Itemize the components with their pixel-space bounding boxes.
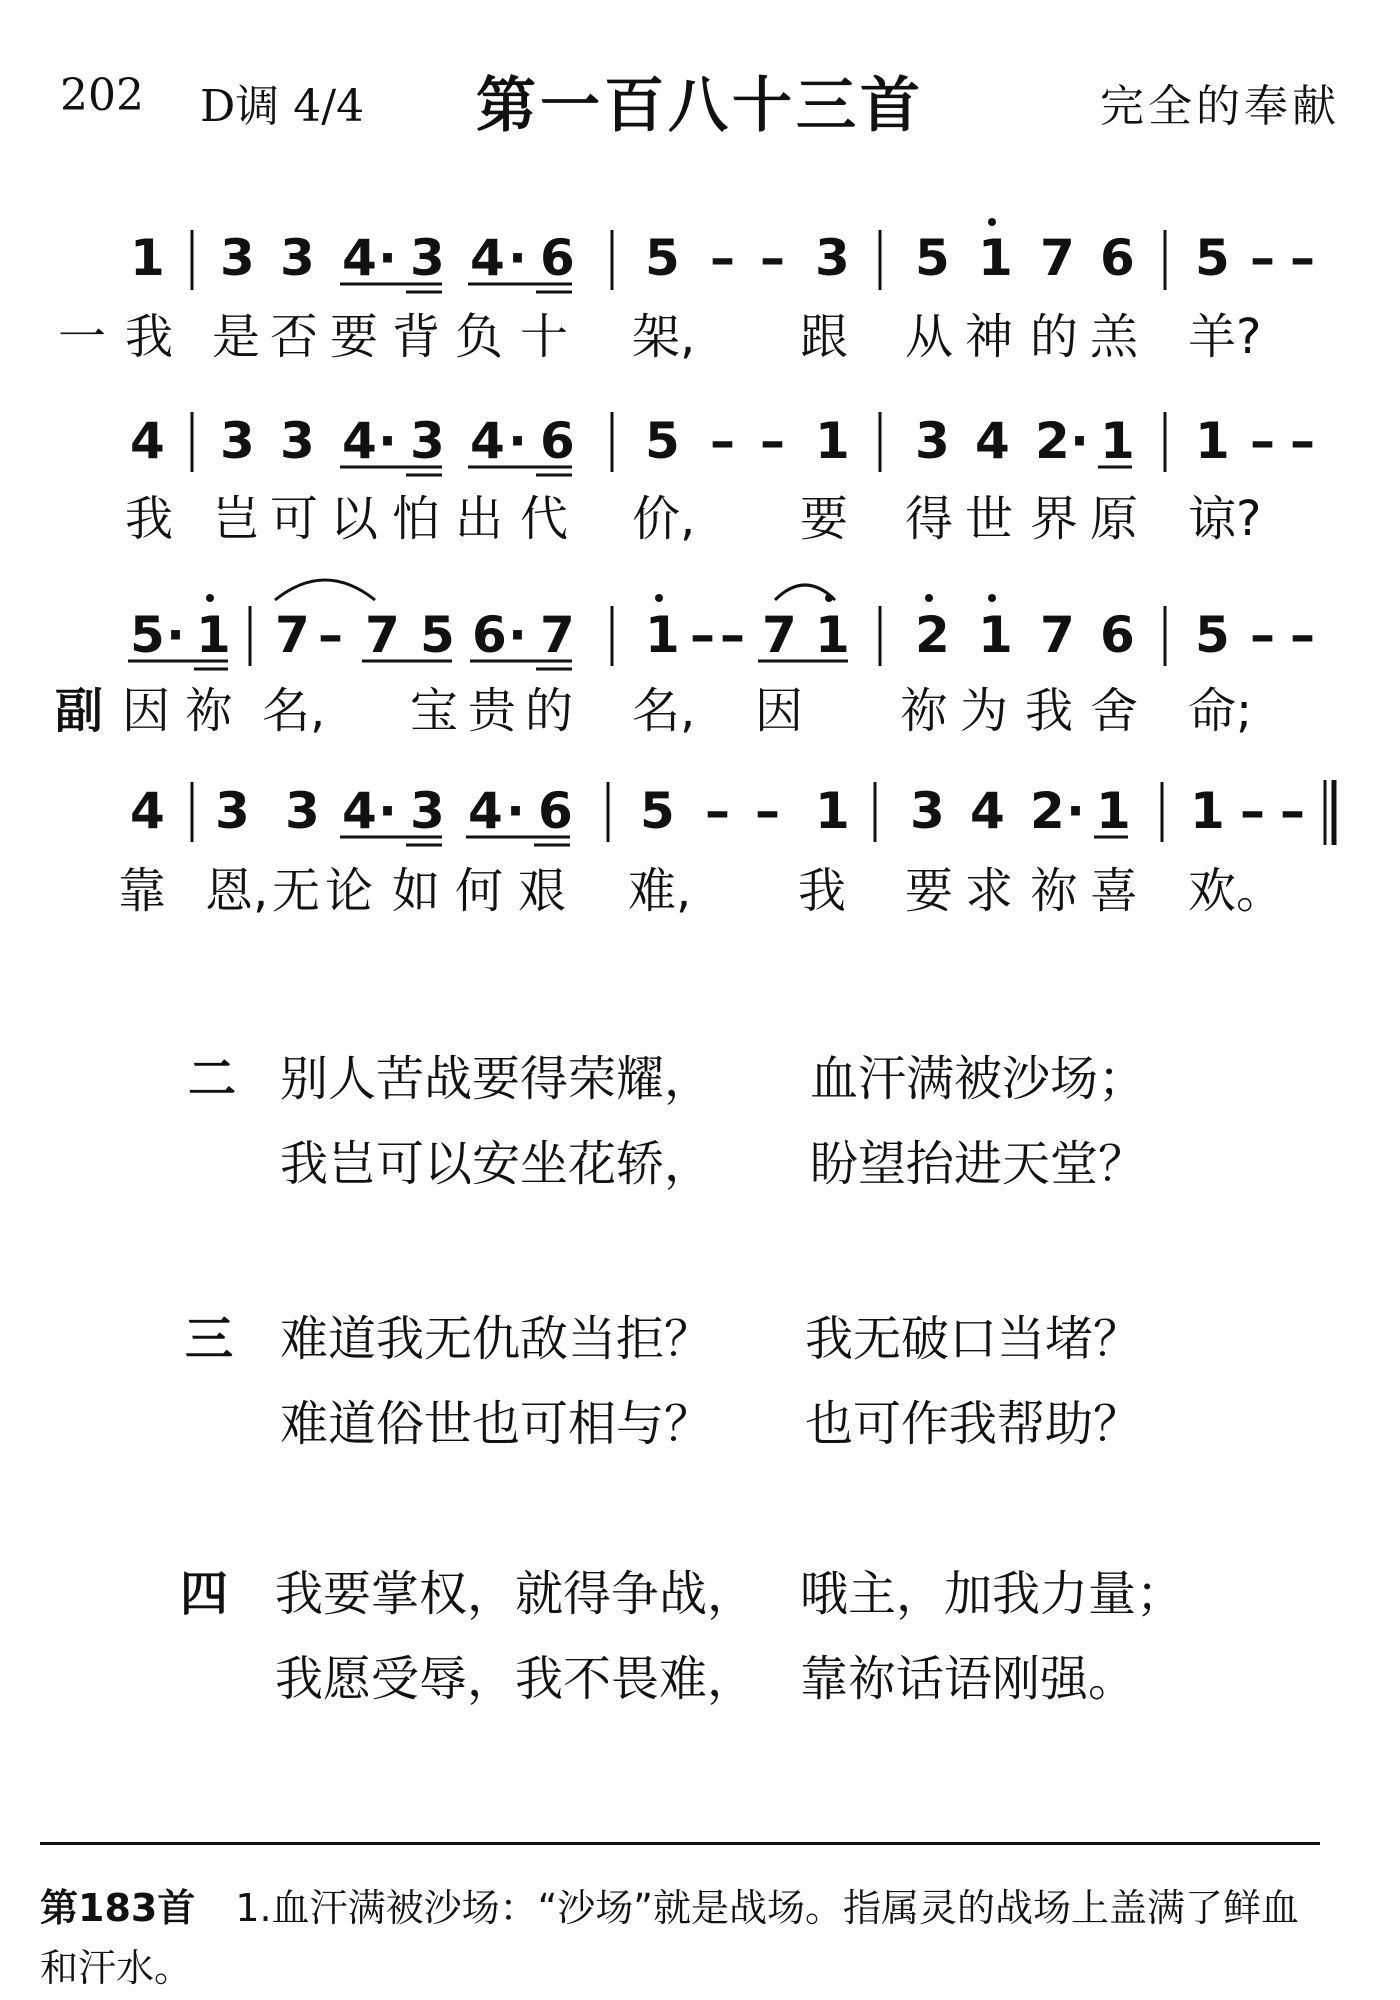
lyrics-line-4 [0, 852, 1400, 932]
note: 4 [468, 782, 503, 840]
lyric: 价, [632, 491, 696, 547]
verse-line: 盼望抬进天堂？ [810, 1136, 1147, 1192]
verse-number: 三 [185, 1311, 234, 1367]
note: 1 [196, 606, 231, 664]
note-dot: · [506, 782, 525, 840]
lyric: 命; [1188, 683, 1253, 739]
verse-number: 一 [58, 309, 107, 365]
dash: – [1250, 606, 1275, 664]
lyric: 祢 [1030, 863, 1079, 919]
lyric: 如 [392, 863, 441, 919]
note: 4 [975, 412, 1010, 470]
dash: – [1250, 412, 1275, 470]
score-line-1 [130, 218, 1315, 292]
note: 6 [1100, 606, 1135, 664]
jianpu-score [0, 0, 1400, 950]
note: 3 [220, 412, 255, 470]
lyric: 贵 [468, 683, 517, 739]
dash: – [318, 606, 343, 664]
verse-line: 血汗满被沙场； [810, 1051, 1147, 1107]
lyric: 艰 [518, 863, 567, 919]
lyric: 名, [262, 683, 326, 739]
high-dot [655, 594, 663, 602]
note: 1 [1195, 412, 1230, 470]
note: 4 [342, 782, 377, 840]
lyric: 的 [525, 683, 574, 739]
note: 3 [215, 782, 250, 840]
lyric: 我 [1025, 683, 1074, 739]
lyric: 岂 [212, 491, 261, 547]
note: 4 [342, 412, 377, 470]
note-dot: · [1066, 782, 1085, 840]
note: 3 [915, 412, 950, 470]
hymn-subtitle: 完全的奉献 [1100, 81, 1340, 132]
note: 6 [1100, 229, 1135, 287]
lyric: 架, [632, 309, 696, 365]
high-dot [988, 594, 996, 602]
dash: – [1290, 229, 1315, 287]
dash: – [760, 229, 785, 287]
note-dot: · [1070, 412, 1089, 470]
dash: – [710, 412, 735, 470]
lyric: 求 [965, 863, 1014, 919]
lyric: 为 [960, 683, 1009, 739]
chorus-marker: 副 [55, 683, 104, 739]
lyric: 代 [520, 491, 569, 547]
lyric: 世 [965, 491, 1014, 547]
lyrics-line-1 [0, 298, 1400, 378]
footnote-label: 第183首 [40, 1886, 196, 1930]
lyric: 我 [125, 491, 174, 547]
note: 1 [1190, 782, 1225, 840]
lyric: 宝 [410, 683, 459, 739]
note: 3 [910, 782, 945, 840]
lyric: 舍 [1090, 683, 1139, 739]
verse-line: 我愿受辱，我不畏难， [275, 1651, 756, 1707]
lyric: 出 [455, 491, 504, 547]
dash: – [1290, 412, 1315, 470]
verse-line: 也可作我帮助？ [805, 1396, 1142, 1452]
lyric: 何 [455, 863, 504, 919]
dash: – [1290, 606, 1315, 664]
score-line-3 [128, 580, 1315, 669]
note: 5 [130, 606, 165, 664]
lyric: 因 [755, 683, 804, 739]
dash: – [755, 782, 780, 840]
dash: – [760, 412, 785, 470]
verse-number: 二 [188, 1051, 237, 1107]
note: 1 [815, 782, 850, 840]
verse-number: 四 [180, 1566, 229, 1622]
lyric: 是 [212, 309, 261, 365]
note: 4 [342, 229, 377, 287]
note-dot: · [378, 229, 397, 287]
lyric: 祢 [900, 683, 949, 739]
note: 6 [472, 606, 507, 664]
dash: – [1280, 782, 1305, 840]
score-line-2 [130, 412, 1315, 475]
dash: – [705, 782, 730, 840]
note: 1 [645, 606, 680, 664]
footnote-text: 1.血汗满被沙场：“沙场”就是战场。指属灵的战场上盖满了鲜血和汗水。 [40, 1886, 1299, 1990]
note-dot: · [508, 412, 527, 470]
note: 7 [275, 606, 310, 664]
lyric: 负 [455, 309, 504, 365]
lyric: 要 [800, 491, 849, 547]
verse-line: 难道我无仇敌当拒？ [280, 1311, 713, 1367]
lyric: 要 [330, 309, 379, 365]
note: 1 [978, 606, 1013, 664]
lyric: 背 [392, 309, 441, 365]
note: 5 [640, 782, 675, 840]
note: 3 [220, 229, 255, 287]
note: 1 [815, 412, 850, 470]
lyric: 难, [628, 863, 692, 919]
note: 3 [285, 782, 320, 840]
verse-line: 难道俗世也可相与？ [280, 1396, 713, 1452]
note-dot: · [378, 782, 397, 840]
note: 3 [815, 229, 850, 287]
lyric: 论 [325, 863, 374, 919]
verse-line: 哦主，加我力量； [800, 1566, 1185, 1622]
note: 7 [762, 606, 797, 664]
note-dot: · [508, 229, 527, 287]
verse-line: 靠祢话语刚强。 [800, 1651, 1137, 1707]
tie [275, 580, 375, 600]
dash: – [720, 606, 745, 664]
note: 3 [410, 782, 445, 840]
note-dot: · [166, 606, 185, 664]
lyric: 恩, [205, 863, 269, 919]
note: 4 [470, 229, 505, 287]
note: 7 [365, 606, 400, 664]
hymn-title: 第一百八十三首 [476, 71, 924, 141]
note: 6 [540, 412, 575, 470]
lyric: 靠 [118, 863, 167, 919]
note: 1 [1100, 412, 1135, 470]
verse-line: 我无破口当堵？ [805, 1311, 1142, 1367]
lyric: 从 [905, 309, 954, 365]
high-dot [988, 218, 996, 226]
note: 4 [130, 412, 165, 470]
footnote-divider [40, 1842, 1320, 1845]
key-time-signature: D调 4/4 [200, 81, 365, 132]
dash: – [690, 606, 715, 664]
lyric: 跟 [800, 309, 849, 365]
dash: – [1250, 229, 1275, 287]
note: 5 [645, 412, 680, 470]
lyric: 羊? [1188, 309, 1262, 365]
score-line-4 [130, 780, 1334, 845]
lyrics-line-3 [0, 672, 1400, 752]
lyric: 原 [1090, 491, 1139, 547]
lyric: 得 [905, 491, 954, 547]
note: 5 [1195, 606, 1230, 664]
page-number: 202 [60, 70, 144, 121]
note: 2 [915, 606, 950, 664]
note: 7 [540, 606, 575, 664]
note: 4 [130, 782, 165, 840]
note: 6 [538, 782, 573, 840]
verse-line: 我岂可以安坐花轿， [280, 1136, 713, 1192]
lyric: 十 [520, 309, 569, 365]
note: 3 [280, 229, 315, 287]
lyric: 怕 [392, 491, 441, 547]
lyric: 因 [122, 683, 171, 739]
lyric: 界 [1030, 491, 1079, 547]
lyric: 我 [125, 309, 174, 365]
dash: – [710, 229, 735, 287]
lyric: 神 [965, 309, 1014, 365]
note: 7 [1040, 606, 1075, 664]
note: 1 [130, 229, 165, 287]
note-dot: · [508, 606, 527, 664]
note: 2 [1030, 782, 1065, 840]
lyric: 的 [1030, 309, 1079, 365]
note: 3 [410, 229, 445, 287]
lyric: 我 [798, 863, 847, 919]
note: 5 [1195, 229, 1230, 287]
note: 5 [420, 606, 455, 664]
verse-line: 别人苦战要得荣耀， [280, 1051, 713, 1107]
lyric: 可 [270, 491, 319, 547]
note: 3 [410, 412, 445, 470]
lyric: 无 [272, 863, 321, 919]
note: 6 [540, 229, 575, 287]
note: 4 [470, 412, 505, 470]
note: 2 [1035, 412, 1070, 470]
lyric: 欢。 [1188, 863, 1285, 919]
lyric: 否 [270, 309, 319, 365]
note: 4 [970, 782, 1005, 840]
footnote [40, 1878, 1330, 1998]
note: 5 [915, 229, 950, 287]
lyric: 以 [330, 491, 379, 547]
note: 1 [978, 229, 1013, 287]
verse-line: 我要掌权，就得争战， [275, 1566, 756, 1622]
note-dot: · [378, 412, 397, 470]
note: 1 [815, 606, 850, 664]
lyrics-line-2 [0, 480, 1400, 560]
lyric: 羔 [1090, 309, 1139, 365]
high-dot [925, 594, 933, 602]
note: 1 [1096, 782, 1131, 840]
lyric: 要 [905, 863, 954, 919]
high-dot [206, 594, 214, 602]
note: 3 [280, 412, 315, 470]
note: 7 [1040, 229, 1075, 287]
note: 5 [645, 229, 680, 287]
lyric: 名, [632, 683, 696, 739]
lyric: 祢 [185, 683, 234, 739]
dash: – [1240, 782, 1265, 840]
lyric: 谅? [1188, 491, 1262, 547]
high-dot [825, 594, 833, 602]
lyric: 喜 [1090, 863, 1139, 919]
